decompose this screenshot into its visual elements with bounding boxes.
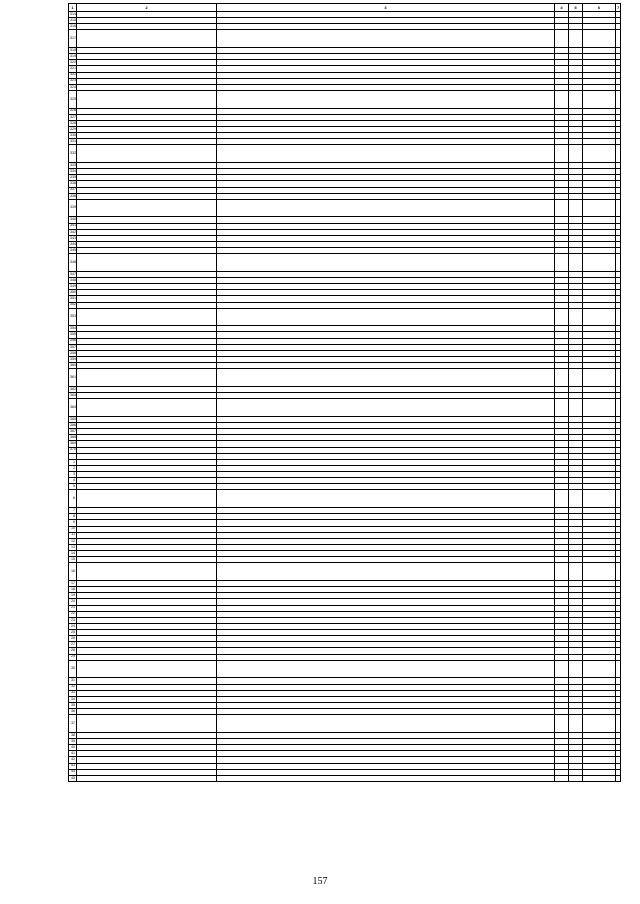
table-cell: [77, 715, 217, 733]
table-cell: [555, 199, 569, 217]
table-cell: [555, 715, 569, 733]
table-cell: [583, 660, 616, 678]
table-cell: [569, 563, 583, 581]
table-cell: [569, 660, 583, 678]
table-cell: [555, 30, 569, 48]
table-cell: 330: [70, 132, 76, 137]
table-cell: [583, 199, 616, 217]
table-cell: 4: [69, 478, 77, 484]
table-cell: [616, 563, 621, 581]
table-cell: 18: [69, 587, 77, 593]
table-cell: 338: [70, 193, 76, 198]
table-cell: [77, 145, 217, 163]
table-cell: [616, 660, 621, 678]
table-row: [69, 399, 621, 417]
table-cell: 323: [70, 78, 76, 83]
table-cell: 358: [70, 350, 76, 355]
table-cell: 314: [70, 11, 76, 16]
table-cell: 344: [70, 241, 76, 246]
table-cell: 42: [69, 757, 77, 763]
table-cell: [616, 145, 621, 163]
column-header: 4: [555, 4, 569, 12]
table-cell: 365: [70, 416, 76, 421]
table-cell: 14: [69, 551, 77, 557]
column-header: 5: [569, 4, 583, 12]
table-cell: 7: [69, 508, 77, 514]
table-cell: 363: [70, 392, 76, 397]
table-cell: [555, 369, 569, 387]
table-cell: 351: [70, 296, 76, 301]
table-cell: 326: [70, 108, 76, 113]
table-row: [69, 369, 621, 387]
table-cell: [217, 91, 555, 109]
table-cell: 369: [70, 441, 76, 446]
table-cell: [583, 775, 616, 781]
table-cell: [569, 399, 583, 417]
table-cell: [555, 91, 569, 109]
table-cell: 340: [70, 217, 76, 222]
table-row: [69, 563, 621, 581]
table-cell: [569, 199, 583, 217]
table-cell: 339: [69, 199, 77, 217]
table-cell: [77, 369, 217, 387]
table-cell: 2: [69, 465, 77, 471]
table-cell: 27: [69, 642, 77, 648]
table-cell: 318: [70, 47, 76, 52]
table-cell: 45: [69, 775, 77, 781]
table-cell: 33: [69, 690, 77, 696]
table-cell: [583, 91, 616, 109]
column-header: 3: [217, 4, 555, 12]
table-cell: [217, 369, 555, 387]
table-cell: [77, 199, 217, 217]
table-cell: 43: [69, 763, 77, 769]
table-cell: 10: [69, 526, 77, 532]
table-cell: [569, 715, 583, 733]
table-cell: 3: [69, 472, 77, 478]
table-cell: 333: [70, 162, 76, 167]
table-cell: 35: [69, 702, 77, 708]
table-cell: 16: [69, 563, 77, 581]
table-cell: 332: [69, 145, 77, 163]
repair-schedule-table: [68, 3, 621, 782]
table-cell: 367: [70, 428, 76, 433]
table-cell: [217, 308, 555, 326]
table-cell: [217, 715, 555, 733]
table-cell: [217, 490, 555, 508]
table-cell: 362: [70, 386, 76, 391]
table-cell: 40: [69, 745, 77, 751]
table-cell: 316: [70, 24, 76, 29]
table-cell: 322: [70, 72, 76, 77]
table-row: [69, 775, 621, 781]
table-row: [69, 91, 621, 109]
table-cell: 342: [70, 229, 76, 234]
table-cell: 368: [70, 434, 76, 439]
table-cell: 357: [70, 344, 76, 349]
column-header: 7: [617, 4, 620, 10]
table-header-row: [69, 4, 621, 12]
table-cell: [569, 145, 583, 163]
table-cell: 38: [69, 732, 77, 738]
table-cell: 353: [69, 308, 77, 326]
table-row: [69, 308, 621, 326]
table-cell: 343: [70, 235, 76, 240]
table-cell: 335: [70, 175, 76, 180]
table-cell: 36: [69, 709, 77, 715]
table-cell: [217, 563, 555, 581]
table-cell: 37: [69, 715, 77, 733]
table-cell: 15: [69, 557, 77, 563]
table-cell: 321: [70, 66, 76, 71]
table-cell: [77, 399, 217, 417]
table-row: [69, 715, 621, 733]
table-cell: [77, 563, 217, 581]
table-cell: [77, 308, 217, 326]
table-cell: [555, 660, 569, 678]
table-cell: 324: [70, 84, 76, 89]
table-cell: 21: [69, 605, 77, 611]
table-cell: [616, 775, 621, 781]
table-cell: 41: [69, 751, 77, 757]
table-cell: [616, 30, 621, 48]
table-cell: [217, 775, 555, 781]
table-cell: 32: [69, 684, 77, 690]
table-cell: 31: [69, 678, 77, 684]
table-cell: 26: [69, 636, 77, 642]
table-cell: [583, 399, 616, 417]
table-cell: [555, 563, 569, 581]
table-cell: [616, 369, 621, 387]
table-cell: 1: [69, 459, 77, 465]
table-cell: 12: [69, 538, 77, 544]
table-cell: [569, 369, 583, 387]
table-cell: 44: [69, 769, 77, 775]
table-cell: 352: [70, 302, 76, 307]
table-cell: [77, 490, 217, 508]
table-cell: 20: [69, 599, 77, 605]
table-cell: 337: [70, 187, 76, 192]
table-cell: [616, 308, 621, 326]
table-cell: [217, 399, 555, 417]
table-cell: [217, 30, 555, 48]
table-cell: [555, 308, 569, 326]
table-cell: [569, 91, 583, 109]
table-cell: 355: [70, 332, 76, 337]
table-body: [69, 12, 621, 782]
table-cell: 348: [70, 277, 76, 282]
table-cell: 361: [69, 369, 77, 387]
table-cell: [616, 254, 621, 272]
table-cell: 360: [70, 362, 76, 367]
table-cell: 347: [70, 271, 76, 276]
table-cell: 28: [69, 648, 77, 654]
table-cell: 24: [69, 623, 77, 629]
table-cell: 349: [70, 283, 76, 288]
table-cell: [77, 254, 217, 272]
table-cell: 341: [70, 223, 76, 228]
table-cell: 317: [69, 30, 77, 48]
column-header: 2: [77, 4, 217, 12]
table-cell: [217, 145, 555, 163]
table-cell: 30: [69, 660, 77, 678]
table-cell: 13: [69, 544, 77, 550]
table-cell: 366: [70, 422, 76, 427]
table-cell: [583, 369, 616, 387]
table-cell: [77, 91, 217, 109]
table-cell: [569, 775, 583, 781]
table-row: [69, 30, 621, 48]
table-cell: [583, 254, 616, 272]
table-cell: [583, 490, 616, 508]
table-cell: 39: [69, 738, 77, 744]
table-cell: [555, 254, 569, 272]
table-cell: 350: [70, 290, 76, 295]
table-row: [69, 199, 621, 217]
table-cell: 354: [70, 326, 76, 331]
table-cell: 23: [69, 617, 77, 623]
table-cell: [77, 775, 217, 781]
table-cell: [583, 30, 616, 48]
table-cell: [555, 145, 569, 163]
table-cell: 9: [69, 520, 77, 526]
table-cell: 345: [70, 247, 76, 252]
table-cell: 17: [69, 580, 77, 586]
table-cell: 346: [69, 254, 77, 272]
table-cell: 370: [70, 447, 76, 452]
table-cell: 6: [69, 490, 77, 508]
table-cell: [569, 308, 583, 326]
table-cell: 22: [69, 611, 77, 617]
page-number: 157: [312, 876, 328, 887]
table-cell: [569, 490, 583, 508]
table-cell: 25: [69, 630, 77, 636]
table-cell: 319: [70, 53, 76, 58]
table-cell: [555, 399, 569, 417]
table-cell: 11: [69, 532, 77, 538]
table-row: [69, 490, 621, 508]
table-cell: 329: [70, 126, 76, 131]
table-cell: [616, 399, 621, 417]
table-cell: [583, 715, 616, 733]
table-cell: [616, 199, 621, 217]
table-row: [69, 660, 621, 678]
table-cell: [217, 660, 555, 678]
table-cell: 5: [69, 484, 77, 490]
table-cell: [217, 199, 555, 217]
table-cell: 29: [69, 654, 77, 660]
table-cell: 364: [69, 399, 77, 417]
table-cell: [77, 30, 217, 48]
table-cell: 359: [70, 356, 76, 361]
table-cell: [217, 254, 555, 272]
table-cell: 336: [70, 181, 76, 186]
table-cell: 356: [70, 338, 76, 343]
table-row: [69, 254, 621, 272]
table-cell: 19: [69, 593, 77, 599]
column-header: 1: [69, 4, 77, 12]
table-cell: [583, 145, 616, 163]
table-cell: 325: [69, 91, 77, 109]
table-cell: 328: [70, 120, 76, 125]
table-row: [69, 145, 621, 163]
table-cell: 331: [70, 139, 76, 144]
table-cell: [77, 660, 217, 678]
table-cell: 34: [69, 696, 77, 702]
table-cell: [616, 490, 621, 508]
table-cell: [616, 91, 621, 109]
table-cell: 334: [70, 168, 76, 173]
table-cell: [583, 563, 616, 581]
table-cell: [616, 715, 621, 733]
table-cell: [583, 308, 616, 326]
table-cell: [555, 775, 569, 781]
table-cell: 315: [70, 17, 76, 22]
table-cell: 8: [69, 514, 77, 520]
table-cell: 327: [70, 114, 76, 119]
table-cell: [555, 490, 569, 508]
column-header: 6: [583, 4, 616, 12]
table-cell: [569, 254, 583, 272]
table-cell: 320: [70, 60, 76, 65]
table-cell: [569, 30, 583, 48]
